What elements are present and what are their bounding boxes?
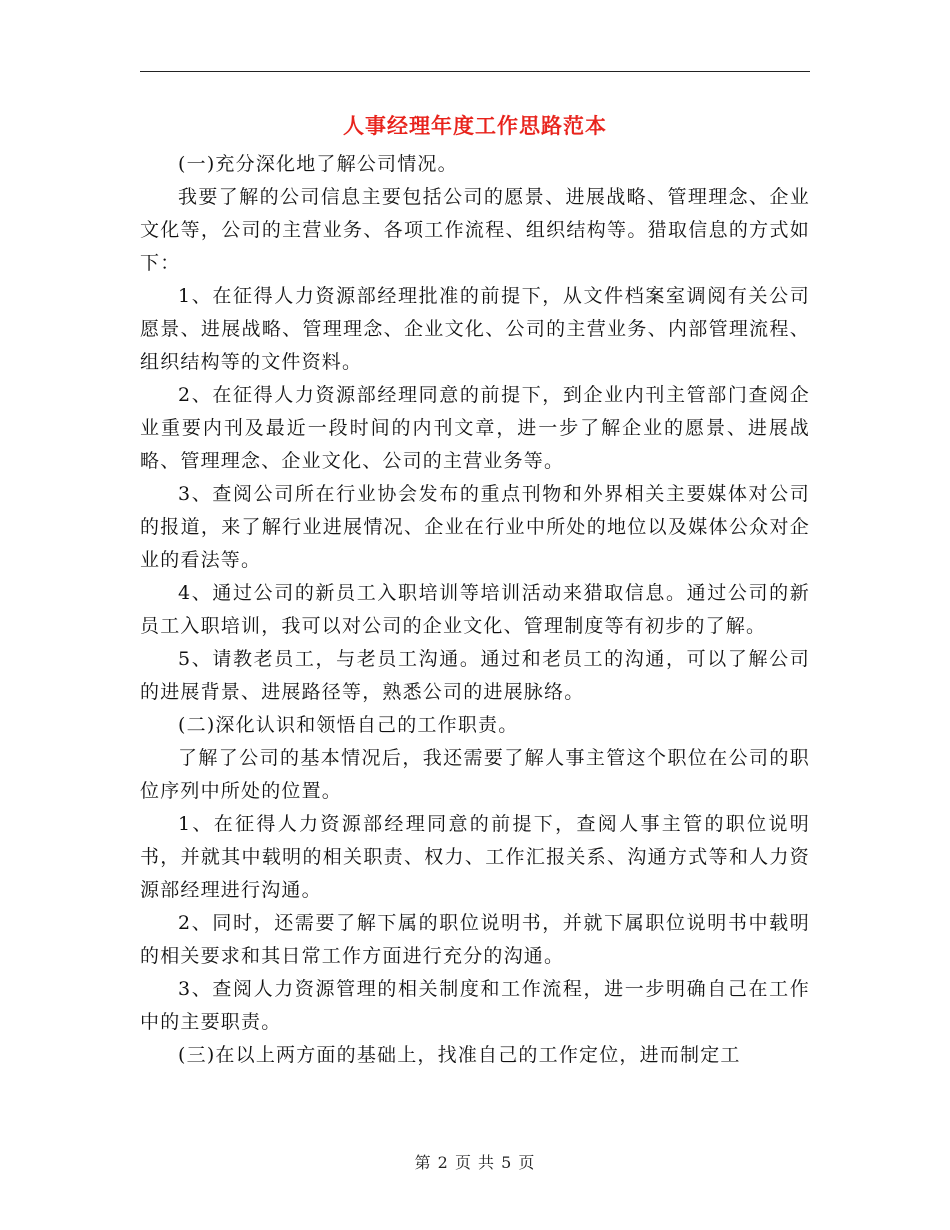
section-heading-1: (一)充分深化地了解公司情况。 [178,153,458,175]
list-item: 3、查阅人力资源管理的相关制度和工作流程，进一步明确自己在工作中的主要职责。 [140,978,810,1033]
section-heading-2: (二)深化认识和领悟自己的工作职责。 [178,714,519,736]
list-item: 5、请教老员工，与老员工沟通。通过和老员工的沟通，可以了解公司的进展背景、进展路径等，熟悉公司的进展脉络。 [140,648,810,703]
document-body [140,148,810,1072]
list-item: 1、在征得人力资源部经理批准的前提下，从文件档案室调阅有关公司愿景、进展战略、管理理念、企业文化、公司的主营业务、内部管理流程、组织结构等的文件资料。 [140,285,810,373]
list-item: 4、通过公司的新员工入职培训等培训活动来猎取信息。通过公司的新员工入职培训，我可以对公司的企业文化、管理制度等有初步的了解。 [140,582,810,637]
list-item: 2、同时，还需要了解下属的职位说明书，并就下属职位说明书中载明的相关要求和其日常工作方面进行充分的沟通。 [140,912,810,967]
paragraph: 我要了解的公司信息主要包括公司的愿景、进展战略、管理理念、企业文化等，公司的主营业务、各项工作流程、组织结构等。猎取信息的方式如下： [140,186,810,274]
paragraph: 了解了公司的基本情况后，我还需要了解人事主管这个职位在公司的职位序列中所处的位置。 [140,747,810,802]
list-item: 2、在征得人力资源部经理同意的前提下，到企业内刊主管部门查阅企业重要内刊及最近一段时间的内刊文章，进一步了解企业的愿景、进展战略、管理理念、企业文化、公司的主营业务等。 [140,384,810,472]
list-item: 1、在征得人力资源部经理同意的前提下，查阅人事主管的职位说明书，并就其中载明的相关职责、权力、工作汇报关系、沟通方式等和人力资源部经理进行沟通。 [140,813,810,901]
document-title: 人事经理年度工作思路范本 [343,113,607,138]
list-item: 3、查阅公司所在行业协会发布的重点刊物和外界相关主要媒体对公司的报道，来了解行业进展情况、企业在行业中所处的地位以及媒体公众对企业的看法等。 [140,483,810,571]
page-number: 第 2 页 共 5 页 [414,1153,536,1172]
header-rule [140,71,810,72]
section-heading-3: (三)在以上两方面的基础上，找准自己的工作定位，进而制定工 [178,1044,741,1066]
